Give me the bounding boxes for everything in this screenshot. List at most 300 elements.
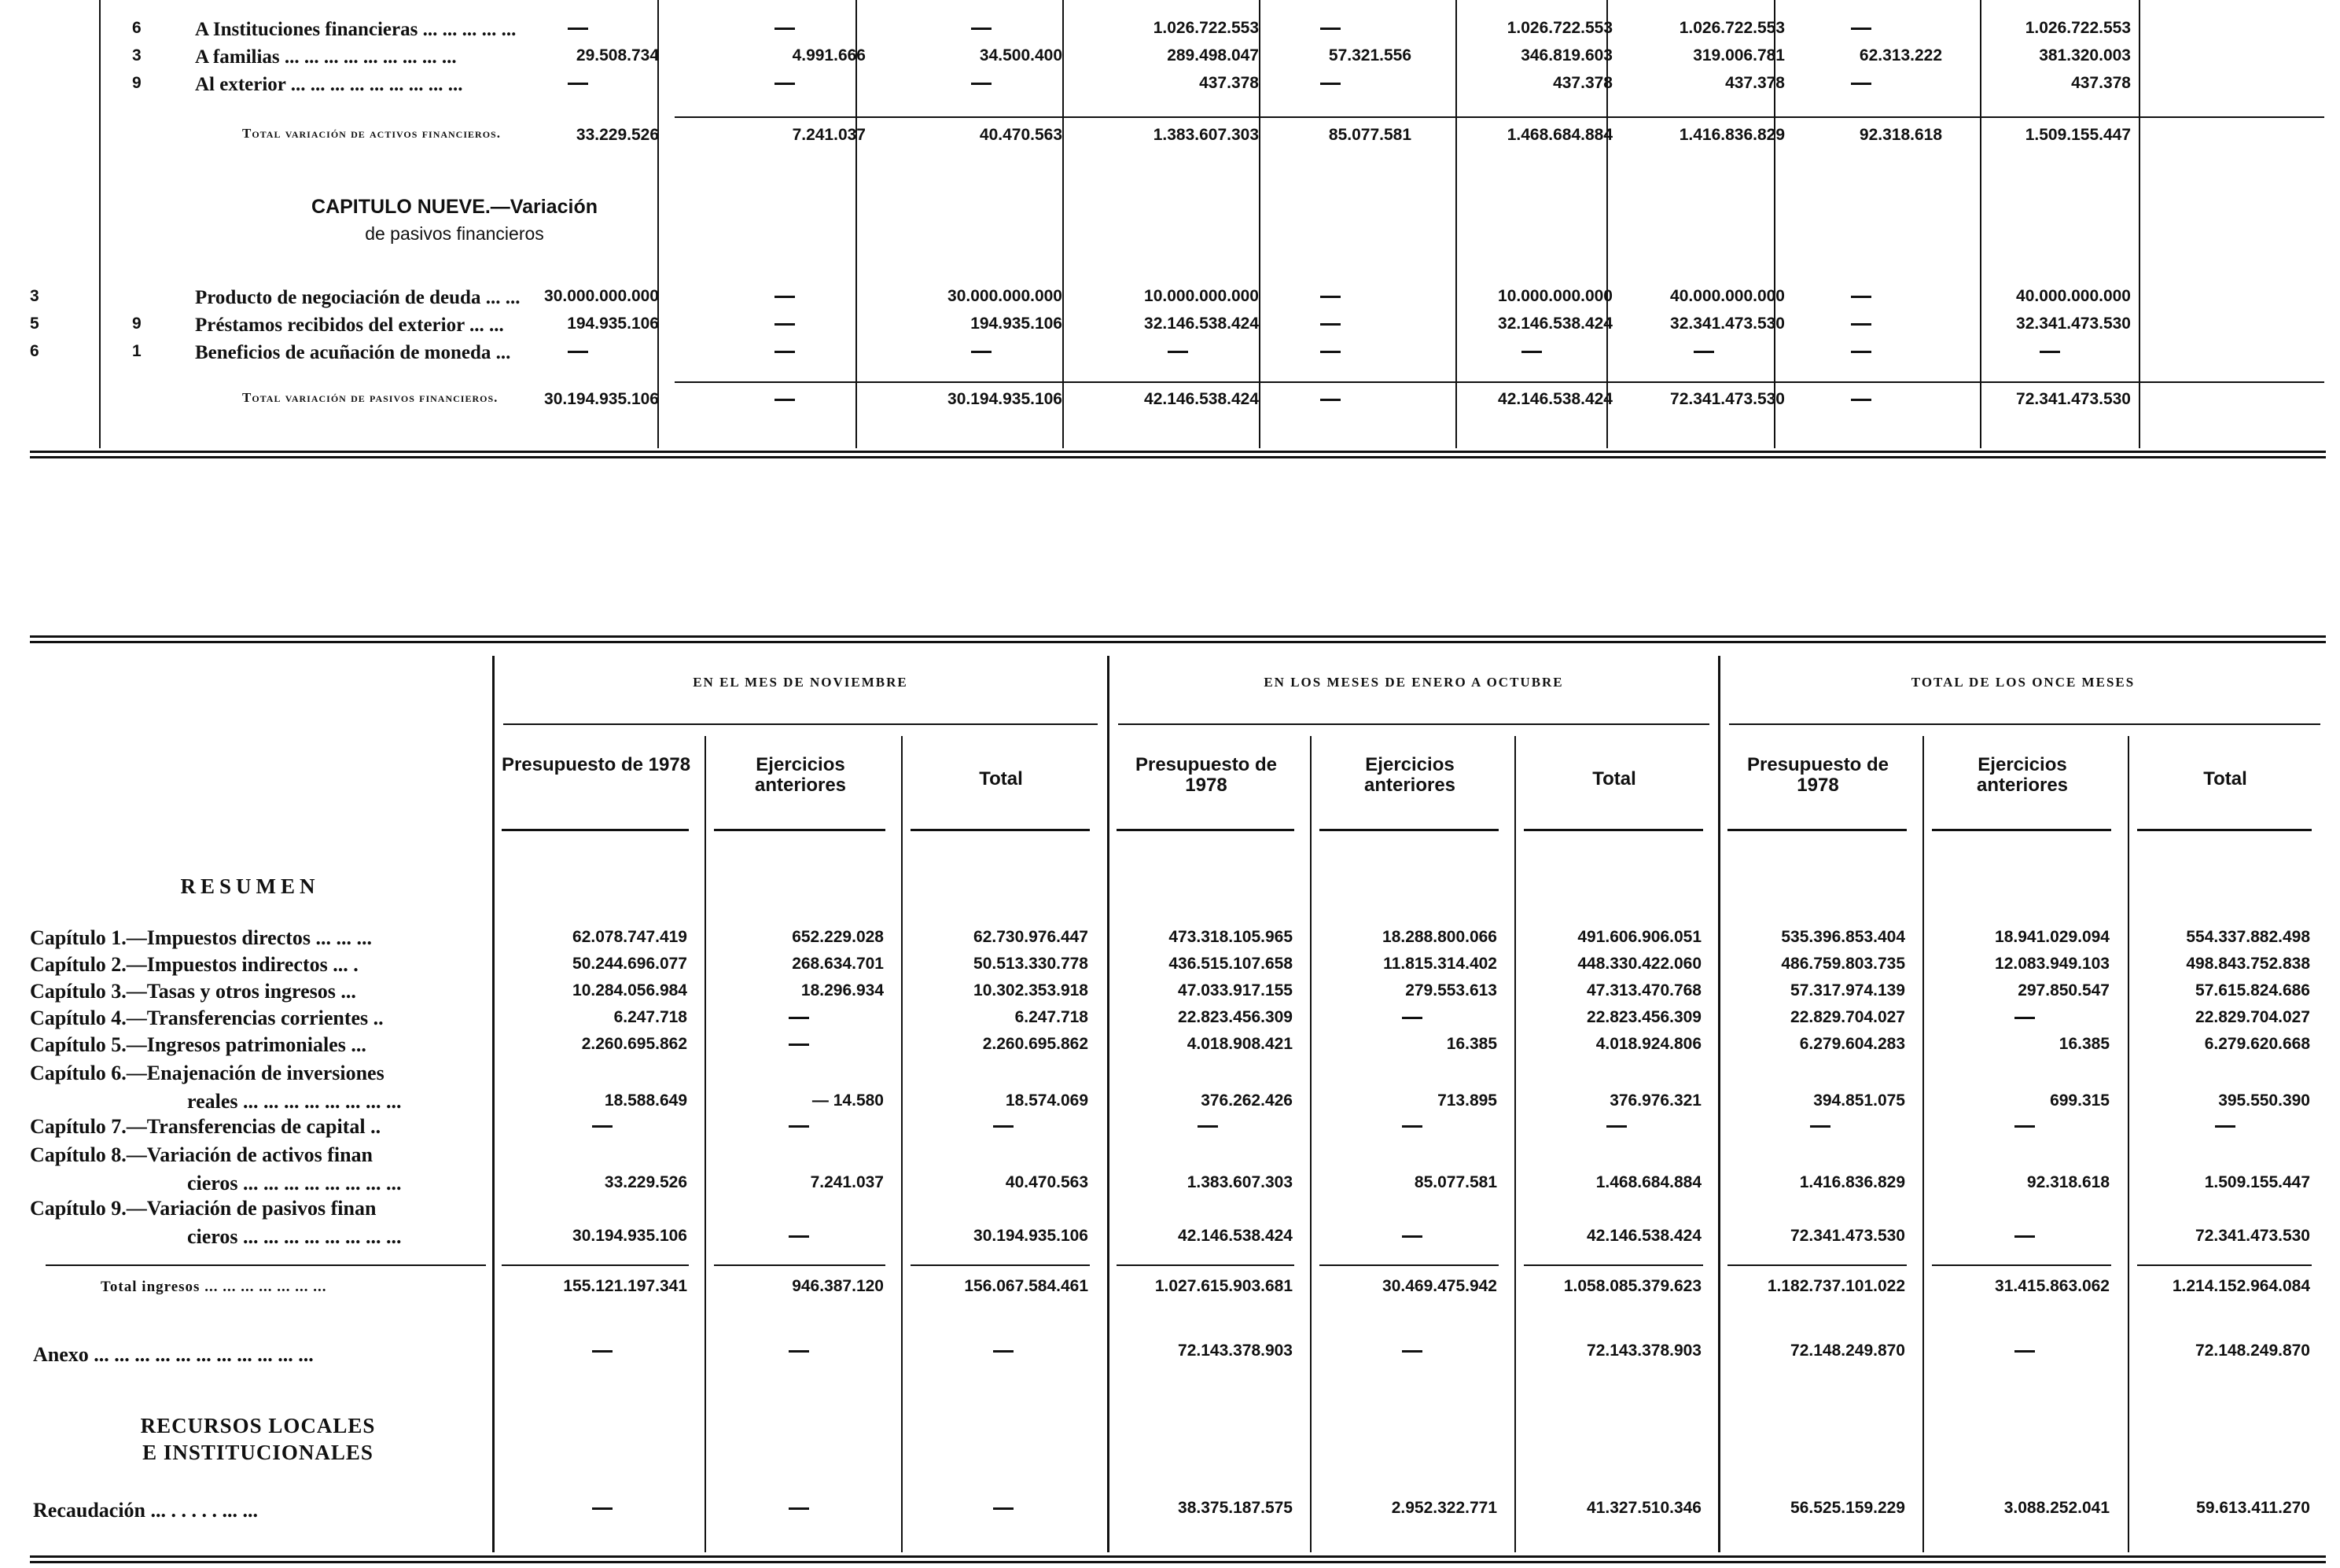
chapter-value: 18.941.029.094	[1995, 928, 2110, 946]
chapter-value: 57.615.824.686	[2195, 981, 2310, 999]
total-pasivos-label: Total variación de pasivos financieros.	[242, 390, 499, 405]
row-code-2: 9	[132, 74, 142, 92]
recaudacion-value: 56.525.159.229	[1790, 1499, 1905, 1517]
total-value	[1746, 390, 1942, 409]
recursos-locales-title-line1: RECURSOS LOCALES	[140, 1414, 376, 1437]
total-value: 72.341.473.530	[2016, 390, 2131, 408]
dash-mark	[592, 1125, 613, 1128]
total-value: 1.383.607.303	[1153, 126, 1259, 144]
dash-mark	[1606, 1125, 1627, 1128]
chapter-value	[1709, 1117, 1905, 1136]
column-rule	[1922, 736, 1924, 1552]
row-code-2: 3	[132, 46, 142, 64]
row-value: 10.000.000.000	[1498, 287, 1613, 305]
subtotal-rule	[675, 116, 2324, 118]
chapter-value: 30.194.935.106	[973, 1227, 1088, 1245]
dash-mark	[971, 351, 992, 353]
row-value	[1215, 315, 1411, 333]
total-rule	[1117, 1264, 1294, 1266]
chapter-value: 42.146.538.424	[1587, 1227, 1702, 1245]
anexo-value	[892, 1342, 1088, 1360]
total-rule	[1524, 1264, 1703, 1266]
column-header-rule	[2137, 829, 2312, 831]
dash-mark	[1320, 28, 1341, 30]
dash-mark	[2215, 1125, 2235, 1128]
recaudacion-value	[892, 1499, 1088, 1518]
chapter-nine-title	[195, 193, 714, 247]
row-value	[669, 19, 866, 38]
group-header-noviembre: EN EL MES DE NOVIEMBRE	[693, 675, 908, 690]
dash-mark	[1320, 351, 1341, 353]
recaudacion-value: 3.088.252.041	[2003, 1499, 2110, 1517]
section-double-rule	[30, 451, 2326, 458]
chapter-value	[1301, 1117, 1497, 1136]
recaudacion-value	[687, 1499, 884, 1518]
row-value: 32.341.473.530	[2016, 315, 2131, 333]
total-rule	[714, 1264, 885, 1266]
row-value: 437.378	[2071, 74, 2131, 92]
anexo-value: 72.143.378.903	[1587, 1342, 1702, 1360]
row-value	[1215, 19, 1411, 38]
chapter-value: 47.313.470.768	[1587, 981, 1702, 999]
row-code-2: 1	[132, 342, 142, 360]
dash-mark	[789, 1235, 809, 1238]
dash-mark	[2014, 1350, 2035, 1353]
chapter-value: 16.385	[1446, 1035, 1497, 1053]
chapter-value	[1913, 1008, 2110, 1027]
total-value: 1.214.152.964.084	[2172, 1277, 2310, 1295]
chapter-value	[1913, 1117, 2110, 1136]
recaudacion-value: 59.613.411.270	[2196, 1499, 2310, 1517]
chapter-value: 4.018.908.421	[1187, 1035, 1293, 1053]
chapter-value: 279.553.613	[1405, 981, 1497, 999]
column-rule	[2128, 736, 2129, 1552]
total-value: 1.027.615.903.681	[1154, 1277, 1293, 1295]
chapter-value: 6.279.604.283	[1799, 1035, 1905, 1053]
chapter-value: — 14.580	[811, 1091, 884, 1110]
dash-mark	[774, 296, 795, 298]
total-value: 85.077.581	[1328, 126, 1411, 144]
row-value	[669, 315, 866, 333]
row-value: 319.006.781	[1693, 46, 1785, 64]
row-value: 40.000.000.000	[1670, 287, 1785, 305]
row-value: 4.991.666	[792, 46, 866, 64]
column-rule	[1514, 736, 1516, 1552]
total-value: 155.121.197.341	[563, 1277, 687, 1295]
row-concept: A familias ... ... ... ... ... ... ... ... ...	[195, 46, 457, 68]
dash-mark	[592, 1350, 613, 1353]
row-value: 437.378	[1199, 74, 1259, 92]
dash-mark	[1851, 83, 1871, 85]
dash-mark	[1320, 296, 1341, 298]
chapter-value: 713.895	[1437, 1091, 1497, 1110]
recaudacion-value	[491, 1499, 687, 1518]
dash-mark	[1402, 1125, 1422, 1128]
column-header-rule	[1524, 829, 1703, 831]
group-rule	[503, 723, 1098, 725]
row-value: 194.935.106	[567, 315, 659, 333]
total-value: 946.387.120	[792, 1277, 884, 1295]
anexo-value	[1913, 1342, 2110, 1360]
column-header: Ejercicios anteriores	[754, 754, 847, 796]
chapter-value	[687, 1227, 884, 1246]
summary-bottom-double-rule	[30, 1555, 2326, 1563]
column-header: Presupuesto de 1978	[501, 754, 691, 775]
row-value: 194.935.106	[970, 315, 1062, 333]
chapter-value: 535.396.853.404	[1781, 928, 1905, 946]
chapter-value: 2.260.695.862	[581, 1035, 687, 1053]
chapter-label: Capítulo 1.—Impuestos directos ... ... ...	[30, 926, 373, 949]
chapter-value: 1.383.607.303	[1187, 1173, 1293, 1191]
row-value: 32.146.538.424	[1498, 315, 1613, 333]
financial-operations-table	[30, 0, 2326, 452]
dash-mark	[1521, 351, 1542, 353]
total-value: 1.182.737.101.022	[1767, 1277, 1905, 1295]
chapter-label: Capítulo 8.—Variación de activos finan	[30, 1143, 373, 1166]
chapter-value: 40.470.563	[1005, 1173, 1088, 1191]
row-value	[866, 342, 1062, 361]
column-header: Ejercicios anteriores	[1976, 754, 2069, 796]
chapter-value: 6.279.620.668	[2204, 1035, 2310, 1053]
anexo-value: 72.143.378.903	[1178, 1342, 1293, 1360]
dash-mark	[1851, 323, 1871, 326]
dash-mark	[1851, 296, 1871, 298]
dash-mark	[568, 351, 588, 353]
chapter-value: 491.606.906.051	[1577, 928, 1702, 946]
chapter-value: 47.033.917.155	[1178, 981, 1293, 999]
row-value	[1416, 342, 1613, 361]
chapter-nine-title-line2: de pasivos financieros	[365, 223, 544, 244]
row-code-1: 5	[30, 315, 39, 333]
row-value	[866, 74, 1062, 93]
row-value: 32.341.473.530	[1670, 315, 1785, 333]
row-value: 10.000.000.000	[1144, 287, 1259, 305]
chapter-value: 4.018.924.806	[1595, 1035, 1702, 1053]
row-value: 32.146.538.424	[1144, 315, 1259, 333]
column-header-rule	[714, 829, 885, 831]
row-code-2: 6	[132, 19, 142, 37]
chapter-label: Capítulo 3.—Tasas y otros ingresos ...	[30, 980, 356, 1003]
dash-mark	[1320, 323, 1341, 326]
recursos-locales-title-line2: E INSTITUCIONALES	[142, 1441, 373, 1464]
chapter-value	[687, 1008, 884, 1027]
row-value: 437.378	[1553, 74, 1613, 92]
recaudacion-value: 2.952.322.771	[1391, 1499, 1497, 1517]
row-concept: Préstamos recibidos del exterior ... ...	[195, 315, 504, 336]
chapter-value: 6.247.718	[1014, 1008, 1088, 1026]
chapter-value: 376.262.426	[1201, 1091, 1293, 1110]
total-rule	[1727, 1264, 1907, 1266]
recaudacion-value: 41.327.510.346	[1587, 1499, 1702, 1517]
chapter-value: 448.330.422.060	[1577, 955, 1702, 973]
chapter-value: 57.317.974.139	[1790, 981, 1905, 999]
row-value	[1746, 74, 1942, 93]
chapter-value: 50.513.330.778	[973, 955, 1088, 973]
group-header-once-meses: TOTAL DE LOS ONCE MESES	[1911, 675, 2136, 690]
subtotal-rule	[675, 381, 2324, 383]
chapter-value: 395.550.390	[2218, 1091, 2310, 1110]
row-value	[1215, 287, 1411, 306]
chapter-value: 18.574.069	[1005, 1091, 1088, 1110]
row-value: 57.321.556	[1328, 46, 1411, 64]
dash-mark	[1402, 1017, 1422, 1019]
row-value: 1.026.722.553	[1507, 19, 1613, 37]
dash-mark	[774, 323, 795, 326]
dash-mark	[1694, 351, 1714, 353]
dash-mark	[774, 83, 795, 85]
chapter-value: 92.318.618	[2026, 1173, 2110, 1191]
row-value	[1746, 342, 1942, 361]
total-value: 30.194.935.106	[544, 390, 659, 408]
chapter-value	[1505, 1117, 1702, 1136]
total-value: 30.194.935.106	[947, 390, 1062, 408]
dash-mark	[789, 1017, 809, 1019]
dash-mark	[1851, 351, 1871, 353]
dash-mark	[568, 28, 588, 30]
chapter-value: 22.823.456.309	[1178, 1008, 1293, 1026]
row-value	[669, 342, 866, 361]
chapter-label-continuation: cieros ... ... ... ... ... ... ... ...	[187, 1225, 402, 1248]
chapter-value: 268.634.701	[792, 955, 884, 973]
chapter-value: 1.509.155.447	[2204, 1173, 2310, 1191]
chapter-value	[1913, 1227, 2110, 1246]
row-value: 30.000.000.000	[544, 287, 659, 305]
chapter-label: Capítulo 9.—Variación de pasivos finan	[30, 1197, 377, 1220]
total-value: 40.470.563	[979, 126, 1062, 144]
chapter-label: Capítulo 4.—Transferencias corrientes ..	[30, 1007, 384, 1029]
row-value: 34.500.400	[979, 46, 1062, 64]
chapter-value: 2.260.695.862	[982, 1035, 1088, 1053]
resumen-table	[30, 635, 2326, 1568]
dash-mark	[774, 351, 795, 353]
column-rule	[705, 736, 706, 1552]
chapter-value: 498.843.752.838	[2186, 955, 2310, 973]
group-rule	[1729, 723, 2320, 725]
table-row	[30, 74, 2326, 102]
chapter-value: 22.823.456.309	[1587, 1008, 1702, 1026]
total-value: 1.468.684.884	[1507, 126, 1613, 144]
total-activos-row	[30, 126, 2326, 154]
row-concept: A Instituciones financieras ... ... ... ... ...	[195, 19, 517, 40]
total-ingresos-label: Total ingresos ... ... ... ... ... ... ...	[101, 1279, 327, 1295]
dash-mark	[1851, 28, 1871, 30]
column-header: Presupuesto de 1978	[1746, 754, 1889, 796]
column-header-rule	[911, 829, 1090, 831]
anexo-label: Anexo ... ... ... ... ... ... ... ... ... ... ...	[33, 1343, 314, 1366]
total-value	[669, 390, 866, 409]
column-rule	[901, 736, 903, 1552]
row-value	[1215, 74, 1411, 93]
total-rule	[1932, 1264, 2111, 1266]
total-value: 31.415.863.062	[1995, 1277, 2110, 1295]
row-concept: Beneficios de acuñación de moneda ...	[195, 342, 511, 363]
chapter-value: 22.829.704.027	[2195, 1008, 2310, 1026]
chapter-value: 436.515.107.658	[1168, 955, 1293, 973]
column-header-rule	[1117, 829, 1294, 831]
total-value: 7.241.037	[792, 126, 866, 144]
total-activos-label: Total variación de activos financieros.	[242, 126, 501, 141]
chapter-label-continuation: reales ... ... ... ... ... ... ... ...	[187, 1090, 402, 1113]
row-value	[1746, 19, 1942, 38]
chapter-value	[687, 1117, 884, 1136]
total-value: 92.318.618	[1859, 126, 1942, 144]
dash-mark	[2014, 1017, 2035, 1019]
dash-mark	[1851, 399, 1871, 401]
column-header: Total	[2203, 768, 2247, 790]
anexo-value: 72.148.249.870	[1790, 1342, 1905, 1360]
row-value	[1934, 342, 2131, 361]
chapter-value: 6.247.718	[613, 1008, 687, 1026]
total-value: 72.341.473.530	[1670, 390, 1785, 408]
chapter-value: 699.315	[2050, 1091, 2110, 1110]
chapter-value: 394.851.075	[1813, 1091, 1905, 1110]
total-value: 30.469.475.942	[1382, 1277, 1497, 1295]
row-value	[462, 342, 659, 361]
row-value	[462, 74, 659, 93]
row-value: 289.498.047	[1167, 46, 1259, 64]
chapter-value: 85.077.581	[1414, 1173, 1497, 1191]
chapter-nine-title-line1: CAPITULO NUEVE.—Variación	[311, 196, 598, 218]
row-value	[1746, 315, 1942, 333]
total-rule	[2137, 1264, 2312, 1266]
row-value: 437.378	[1725, 74, 1785, 92]
row-value	[669, 287, 866, 306]
dash-mark	[2014, 1235, 2035, 1238]
chapter-value: 1.468.684.884	[1595, 1173, 1702, 1191]
anexo-value	[1301, 1342, 1497, 1360]
row-value	[1215, 342, 1411, 361]
dash-mark	[1320, 83, 1341, 85]
dash-mark	[1198, 1125, 1218, 1128]
chapter-label: Capítulo 2.—Impuestos indirectos ... .	[30, 953, 359, 976]
chapter-label: Capítulo 7.—Transferencias de capital ..	[30, 1115, 381, 1138]
row-value: 62.313.222	[1859, 46, 1942, 64]
chapter-label: Capítulo 5.—Ingresos patrimoniales ...	[30, 1033, 366, 1056]
anexo-value	[687, 1342, 884, 1360]
dash-mark	[774, 399, 795, 401]
chapter-value: 486.759.803.735	[1781, 955, 1905, 973]
row-value: 29.508.734	[576, 46, 659, 64]
chapter-value	[687, 1035, 884, 1054]
total-rule	[911, 1264, 1090, 1266]
total-value: 42.146.538.424	[1144, 390, 1259, 408]
dash-mark	[2040, 351, 2060, 353]
chapter-value: 10.284.056.984	[572, 981, 687, 999]
row-code-2: 9	[132, 315, 142, 333]
group-rule	[1118, 723, 1709, 725]
table-row	[30, 287, 2326, 315]
dash-mark	[789, 1350, 809, 1353]
chapter-value	[1301, 1008, 1497, 1027]
chapter-value: 297.850.547	[2018, 981, 2110, 999]
row-value	[462, 19, 659, 38]
total-value	[1215, 390, 1411, 409]
chapter-value: 10.302.353.918	[973, 981, 1088, 999]
chapter-value: 18.288.800.066	[1382, 928, 1497, 946]
chapter-value: 30.194.935.106	[572, 1227, 687, 1245]
column-header-rule	[1319, 829, 1499, 831]
column-rule	[1310, 736, 1312, 1552]
total-value: 42.146.538.424	[1498, 390, 1613, 408]
table-row	[30, 46, 2326, 75]
recaudacion-value: 38.375.187.575	[1178, 1499, 1293, 1517]
chapter-value: 554.337.882.498	[2186, 928, 2310, 946]
column-header: Total	[1592, 768, 1636, 790]
chapter-label: Capítulo 6.—Enajenación de inversiones	[30, 1062, 384, 1084]
chapter-value: 652.229.028	[792, 928, 884, 946]
table-row	[30, 315, 2326, 343]
dash-mark	[2014, 1125, 2035, 1128]
row-concept: Al exterior ... ... ... ... ... ... ... ... ...	[195, 74, 463, 95]
dash-mark	[971, 83, 992, 85]
group-header-enero-octubre: EN LOS MESES DE ENERO A OCTUBRE	[1264, 675, 1564, 690]
anexo-value: 72.148.249.870	[2195, 1342, 2310, 1360]
column-header-rule	[1727, 829, 1907, 831]
chapter-value: 473.318.105.965	[1168, 928, 1293, 946]
total-rule	[46, 1264, 486, 1266]
row-value: 346.819.603	[1521, 46, 1613, 64]
row-value: 1.026.722.553	[1679, 19, 1785, 37]
dash-mark	[1402, 1350, 1422, 1353]
chapter-value	[2114, 1117, 2310, 1136]
dash-mark	[789, 1507, 809, 1510]
chapter-value: 72.341.473.530	[2195, 1227, 2310, 1245]
recursos-locales-title	[132, 1412, 384, 1466]
dash-mark	[774, 28, 795, 30]
chapter-value: 7.241.037	[810, 1173, 884, 1191]
dash-mark	[1402, 1235, 1422, 1238]
dash-mark	[592, 1507, 613, 1510]
chapter-value: 18.588.649	[604, 1091, 687, 1110]
chapter-value: 62.078.747.419	[572, 928, 687, 946]
total-pasivos-row	[30, 390, 2326, 418]
total-value: 1.509.155.447	[2025, 126, 2131, 144]
row-concept: Producto de negociación de deuda ... ...	[195, 287, 521, 308]
row-value: 1.026.722.553	[1153, 19, 1259, 37]
chapter-value	[491, 1117, 687, 1136]
chapter-value	[1096, 1117, 1293, 1136]
total-value: 33.229.526	[576, 126, 659, 144]
row-value	[866, 19, 1062, 38]
dash-mark	[568, 83, 588, 85]
dash-mark	[993, 1350, 1014, 1353]
chapter-value: 72.341.473.530	[1790, 1227, 1905, 1245]
chapter-value: 33.229.526	[604, 1173, 687, 1191]
resumen-title: RESUMEN	[180, 874, 320, 898]
column-header: Total	[979, 768, 1023, 790]
anexo-value	[491, 1342, 687, 1360]
dash-mark	[1320, 399, 1341, 401]
chapter-value	[892, 1117, 1088, 1136]
dash-mark	[1810, 1125, 1830, 1128]
row-value	[1746, 287, 1942, 306]
dash-mark	[993, 1507, 1014, 1510]
chapter-value: 1.416.836.829	[1799, 1173, 1905, 1191]
row-value: 1.026.722.553	[2025, 19, 2131, 37]
column-header-rule	[1932, 829, 2111, 831]
row-value	[669, 74, 866, 93]
dash-mark	[971, 28, 992, 30]
column-header-rule	[502, 829, 689, 831]
total-rule	[502, 1264, 689, 1266]
chapter-value	[1301, 1227, 1497, 1246]
total-rule	[1319, 1264, 1499, 1266]
chapter-value: 376.976.321	[1610, 1091, 1702, 1110]
dash-mark	[1168, 351, 1188, 353]
chapter-value: 62.730.976.447	[973, 928, 1088, 946]
row-code-1: 3	[30, 287, 39, 305]
chapter-value: 11.815.314.402	[1383, 955, 1497, 973]
